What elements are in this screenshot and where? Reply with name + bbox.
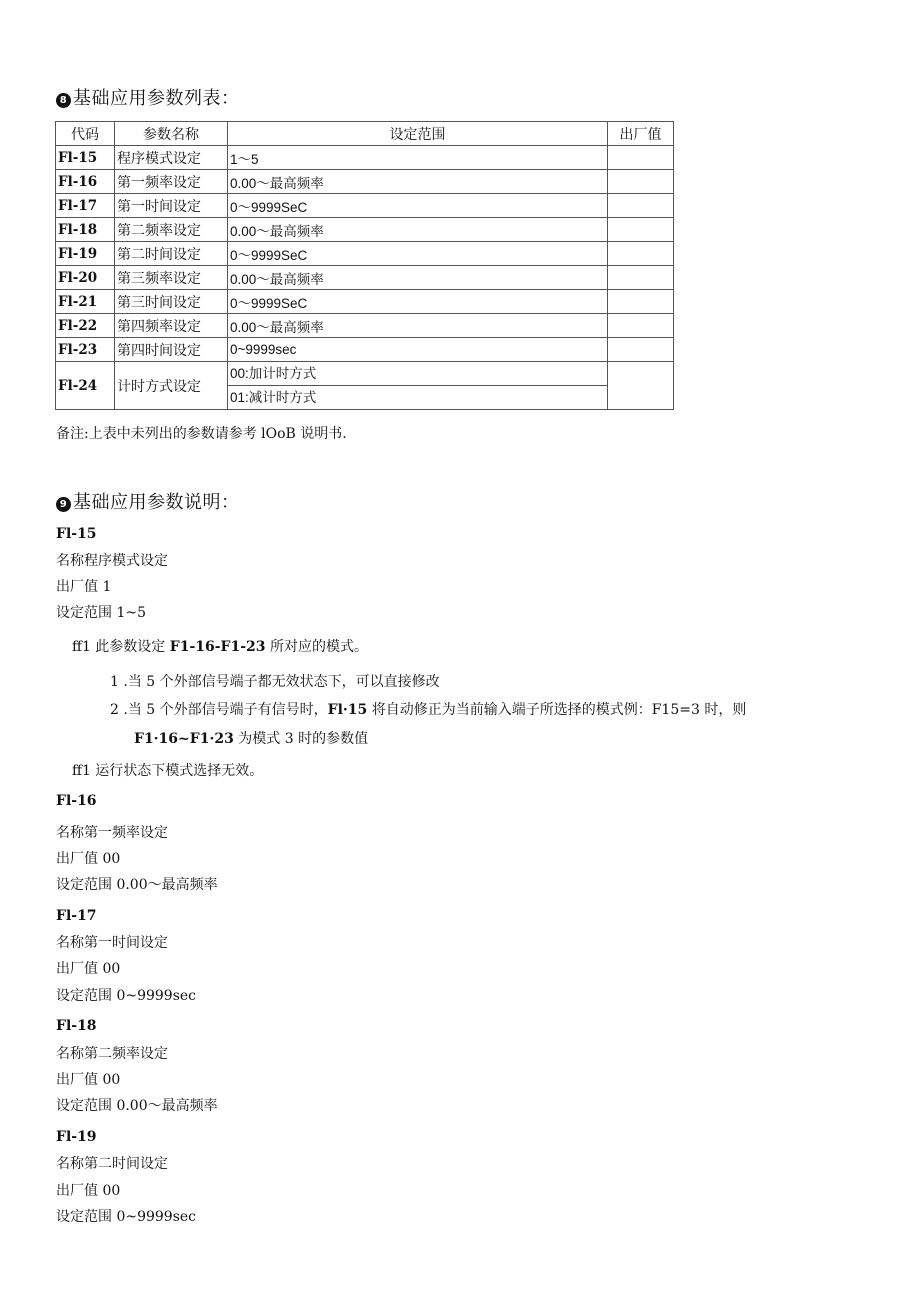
table-row [56,146,674,170]
param-name: 名称第二频率设定 [56,1046,168,1062]
param-range: 设定范围 0~9999sec [56,988,197,1004]
table-header-row [56,122,674,146]
row-default [608,338,674,362]
param-default: 出厂值 00 [56,1072,121,1088]
row-name: 第四时间设定 [115,338,228,362]
row-range: 0.00～最高频率 [228,218,608,242]
param-range: 设定范围 0.00～最高频率 [56,877,218,893]
row-code: Fl-16 [56,170,115,194]
row-code: Fl-21 [56,290,115,314]
parameter-table [55,121,674,410]
list-item [110,699,746,719]
list-item-number: 2 [110,702,119,718]
bullet-note: ff1 运行状态下模式选择无效。 [72,763,264,779]
row-range: 0.00～最高频率 [228,314,608,338]
row-code: Fl-22 [56,314,115,338]
row-range-options [228,362,608,410]
param-default: 出厂值 00 [56,1183,121,1199]
bullet-prefix: ff1 此参数设定 [72,639,170,655]
row-code: Fl-18 [56,218,115,242]
table-row [56,266,674,290]
param-name: 名称程序模式设定 [56,553,168,569]
row-default [608,362,674,410]
param-range: 设定范围 0~9999sec [56,1209,197,1225]
header-name: 参数名称 [115,122,228,146]
row-code: Fl-15 [56,146,115,170]
row-name: 第三频率设定 [115,266,228,290]
row-name: 第三时间设定 [115,290,228,314]
table-row [56,314,674,338]
param-default: 出厂值 00 [56,851,121,867]
table-row-timing-mode [56,362,674,410]
param-name: 名称第一频率设定 [56,825,168,841]
param-code: Fl-19 [56,1129,97,1145]
section-9-marker: 9 [56,497,71,512]
param-name: 名称第一时间设定 [56,935,168,951]
bullet-suffix: 所对应的模式。 [265,639,368,655]
header-code: 代码 [56,122,115,146]
table-row [56,170,674,194]
row-name: 第四频率设定 [115,314,228,338]
section-8-marker: 8 [56,93,71,108]
row-default [608,242,674,266]
row-default [608,146,674,170]
param-default: 出厂值 00 [56,961,121,977]
row-code: Fl-23 [56,338,115,362]
param-range: 设定范围 0.00～最高频率 [56,1098,218,1114]
list-item-text: .当 5 个外部信号端子有信号时， [123,702,328,718]
param-code: Fl-16 [56,793,97,809]
param-code: Fl-18 [56,1018,97,1034]
row-default [608,194,674,218]
bullet-bold: F1-16-F1-23 [169,639,266,655]
row-code: Fl-20 [56,266,115,290]
table-row [56,194,674,218]
row-code: Fl-19 [56,242,115,266]
row-code: Fl-24 [56,362,115,410]
row-range: 0.00～最高频率 [228,170,608,194]
row-default [608,170,674,194]
row-range: 0～9999SeC [228,290,608,314]
table-note: 备注:上表中未列出的参数请参考 lOoB 说明书. [56,426,347,442]
table-row [56,218,674,242]
list-item [110,671,440,691]
list-item-number: 1 [110,674,119,690]
range-option-count-up: 00:加计时方式 [230,366,317,381]
row-name: 程序模式设定 [115,146,228,170]
section-9-heading [56,488,240,514]
list-item-text-cont: 将自动修正为当前输入端子所选择的模式例：F15=3 时，则 [367,702,747,718]
table-row [56,242,674,266]
row-name: 第二时间设定 [115,242,228,266]
row-name: 第一时间设定 [115,194,228,218]
row-range: 1～5 [228,146,608,170]
list-item-continuation [134,728,368,748]
row-range: 0.00～最高频率 [228,266,608,290]
header-range: 设定范围 [228,122,608,146]
param-name: 名称第二时间设定 [56,1156,168,1172]
list-item-bold: F1·16~F1·23 [134,731,234,747]
param-range: 设定范围 1~5 [56,605,146,621]
list-item-text: 为模式 3 时的参数值 [233,731,369,747]
section-8-title: 基础应用参数列表： [73,88,240,109]
row-name: 第二频率设定 [115,218,228,242]
row-code: Fl-17 [56,194,115,218]
section-8-heading [56,84,240,110]
row-range: 0~9999sec [228,338,608,362]
row-name: 第一频率设定 [115,170,228,194]
table-row [56,338,674,362]
range-option-count-down: 01:减计时方式 [228,385,607,409]
list-item-text: .当 5 个外部信号端子都无效状态下，可以直接修改 [123,674,440,690]
header-default: 出厂值 [608,122,674,146]
param-code: Fl-15 [56,526,97,542]
row-range: 0～9999SeC [228,194,608,218]
list-item-bold: Fl·15 [327,702,368,718]
row-name: 计时方式设定 [115,362,228,410]
row-range: 0～9999SeC [228,242,608,266]
row-default [608,314,674,338]
param-default: 出厂值 1 [56,579,112,595]
param-code: Fl-17 [56,908,97,924]
table-row [56,290,674,314]
row-default [608,218,674,242]
row-default [608,290,674,314]
row-default [608,266,674,290]
bullet-note [72,636,368,656]
section-9-title: 基础应用参数说明： [73,492,240,513]
